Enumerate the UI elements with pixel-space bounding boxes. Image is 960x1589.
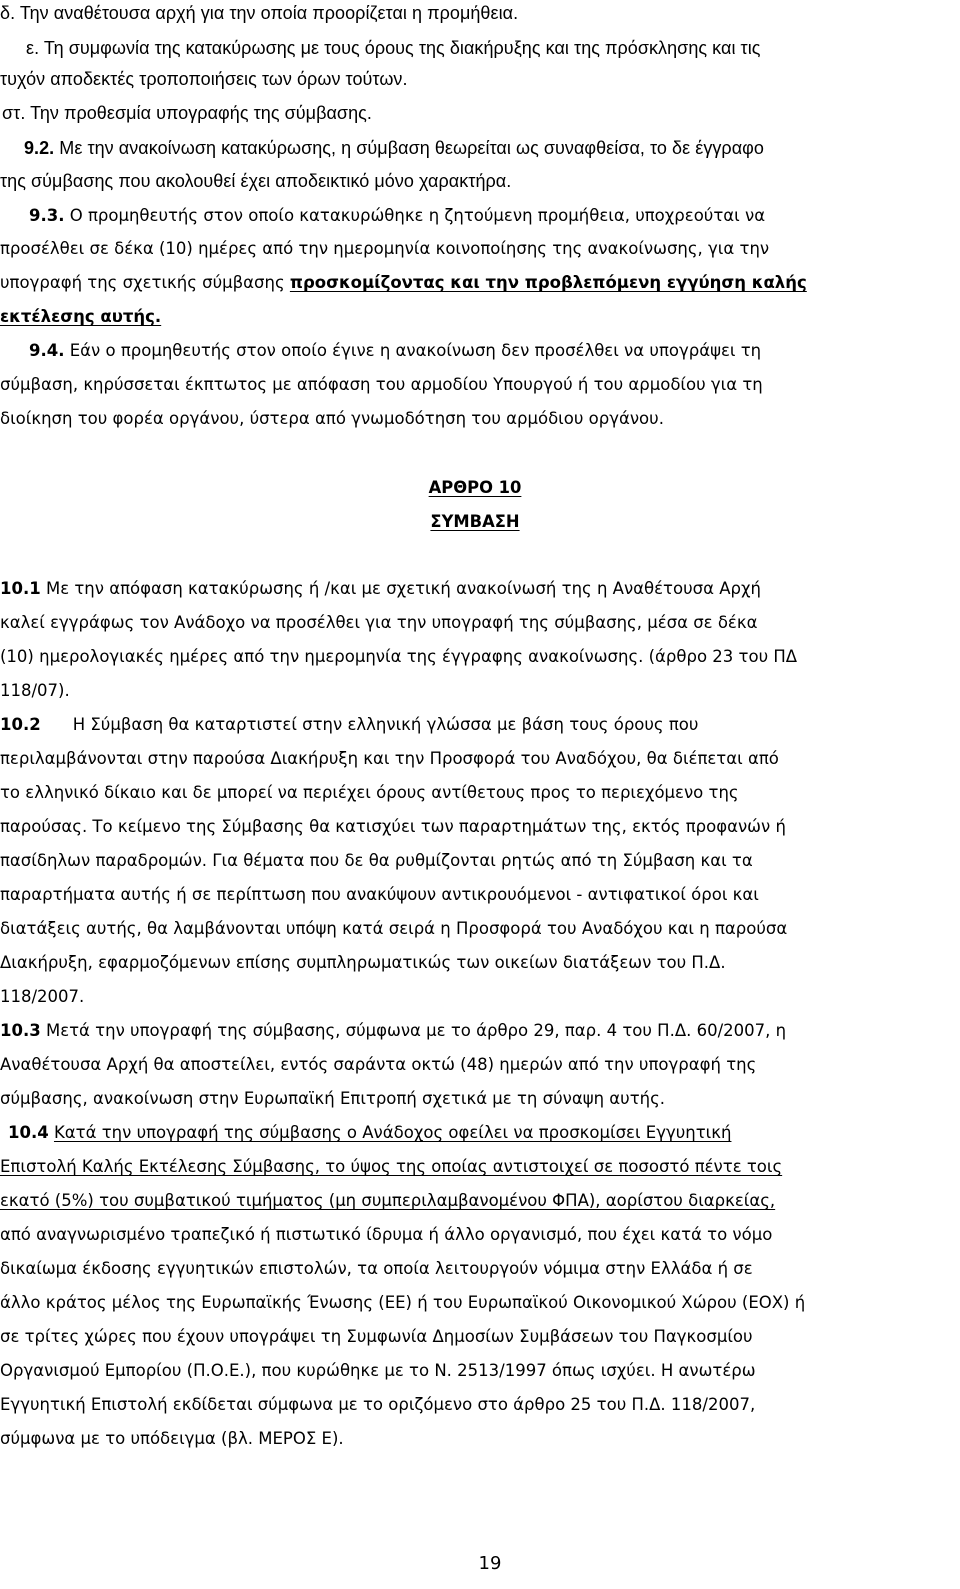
- article-heading: ΑΡΘΡΟ 10: [428, 478, 522, 497]
- paragraph-9-2-line1: [24, 137, 764, 159]
- paragraph-10-4-line4: από αναγνωρισμένο τραπεζικό ή πιστωτικό ίδρυμα ή άλλο οργανισμό, που έχει κατά το νόμο: [0, 1225, 773, 1244]
- item-e-line1: ε. Τη συμφωνία της κατακύρωσης με τους όρους της διακήρυξης και της πρόσκλησης και τις: [26, 38, 761, 58]
- paragraph-9-3-line2: προσέλθει σε δέκα (10) ημέρες από την ημερομηνία κοινοποίησης της ανακοίνωσης, για την: [0, 239, 770, 258]
- paragraph-10-2-line3: το ελληνικό δίκαιο και δε μπορεί να περιέχει όρους αντίθετους προς το περιεχόμενο της: [0, 783, 739, 802]
- paragraph-number: 10.3: [0, 1021, 41, 1040]
- item-d: δ. Την αναθέτουσα αρχή για την οποία προορίζεται η προμήθεια.: [0, 3, 519, 23]
- paragraph-9-2-line2: της σύμβασης που ακολουθεί έχει αποδεικτικό μόνο χαρακτήρα.: [0, 171, 512, 191]
- paragraph-10-2-line2: περιλαμβάνονται στην παρούσα Διακήρυξη και την Προσφορά του Αναδόχου, θα διέπεται από: [0, 749, 779, 768]
- paragraph-9-3-line4: εκτέλεσης αυτής.: [0, 307, 162, 326]
- paragraph-10-4-line7: σε τρίτες χώρες που έχουν υπογράψει τη Συμφωνία Δημοσίων Συμβάσεων του Παγκοσμίου: [0, 1327, 753, 1346]
- paragraph-10-4-line9: Εγγυητική Επιστολή εκδίδεται σύμφωνα με το οριζόμενο στο άρθρο 25 του Π.Δ. 118/2007,: [0, 1395, 756, 1414]
- paragraph-number: 9.4.: [29, 341, 65, 360]
- paragraph-9-4-line2: σύμβαση, κηρύσσεται έκπτωτος με απόφαση του αρμοδίου Υπουργού ή του αρμοδίου για τη: [0, 375, 763, 394]
- paragraph-10-1-line3: (10) ημερολογιακές ημέρες από την ημερομηνία της έγγραφης ανακοίνωσης. (άρθρο 23 του ΠΔ: [0, 647, 798, 666]
- paragraph-10-4-line6: άλλο κράτος μέλος της Ευρωπαϊκής Ένωσης (ΕΕ) ή του Ευρωπαϊκού Οικονομικού Χώρου (ΕΟΧ) ή: [0, 1293, 806, 1312]
- paragraph-10-2-line1: [0, 714, 698, 736]
- paragraph-text: Με την απόφαση κατακύρωσης ή /και με σχετική ανακοίνωσή της η Αναθέτουσα Αρχή: [40, 579, 761, 598]
- paragraph-number: 10.1: [0, 579, 41, 598]
- paragraph-number: 9.3.: [29, 206, 65, 225]
- article-subheading: ΣΥΜΒΑΣΗ: [430, 512, 520, 531]
- paragraph-10-4-line1: [8, 1122, 731, 1144]
- paragraph-text: υπογραφή της σχετικής σύμβασης: [0, 273, 290, 292]
- paragraph-10-4-line5: δικαίωμα έκδοσης εγγυητικών επιστολών, τα οποία λειτουργούν νόμιμα στην Ελλάδα ή σε: [0, 1259, 753, 1278]
- item-st: στ. Την προθεσμία υπογραφής της σύμβασης.: [2, 103, 372, 123]
- paragraph-10-1-line2: καλεί εγγράφως τον Ανάδοχο να προσέλθει για την υπογραφή της σύμβασης, μέσα σε δέκα: [0, 613, 758, 632]
- paragraph-number: 10.4: [8, 1123, 49, 1142]
- paragraph-text: Μετά την υπογραφή της σύμβασης, σύμφωνα με το άρθρο 29, παρ. 4 του Π.Δ. 60/2007, η: [40, 1021, 787, 1040]
- paragraph-10-2-line7: διατάξεις αυτής, θα λαμβάνονται υπόψη κατά σειρά η Προσφορά του Αναδόχου και η παρούσα: [0, 919, 788, 938]
- paragraph-10-3-line2: Αναθέτουσα Αρχή θα αποστείλει, εντός σαράντα οκτώ (48) ημερών από την υπογραφή της: [0, 1055, 757, 1074]
- paragraph-10-4-line2: Επιστολή Καλής Εκτέλεσης Σύμβασης, το ύψος της οποίας αντιστοιχεί σε ποσοστό πέντε τοις: [0, 1157, 783, 1176]
- paragraph-text: Εάν ο προμηθευτής στον οποίο έγινε η ανακοίνωση δεν προσέλθει να υπογράψει τη: [64, 341, 762, 360]
- paragraph-number: 10.2: [0, 715, 41, 734]
- paragraph-10-3-line3: σύμβασης, ανακοίνωση στην Ευρωπαϊκή Επιτροπή σχετικά με τη σύναψη αυτής.: [0, 1089, 666, 1108]
- paragraph-10-3-line1: [0, 1020, 786, 1042]
- paragraph-10-2-line5: πασίδηλων παραδρομών. Για θέματα που δε θα ρυθμίζονται ρητώς από τη Σύμβαση και τα: [0, 851, 753, 870]
- paragraph-10-4-line8: Οργανισμού Εμπορίου (Π.Ο.Ε.), που κυρώθηκε με το Ν. 2513/1997 όπως ισχύει. Η ανωτέρω: [0, 1361, 756, 1380]
- paragraph-9-3-line3: [0, 272, 807, 294]
- underlined-text: Κατά την υπογραφή της σύμβασης ο Ανάδοχος οφείλει να προσκομίσει Εγγυητική: [53, 1123, 732, 1142]
- paragraph-number: 9.2.: [24, 138, 55, 158]
- paragraph-10-2-line4: παρούσας. Το κείμενο της Σύμβασης θα κατισχύει των παραρτημάτων της, εκτός προφανών ή: [0, 817, 786, 836]
- paragraph-9-4-line1: [29, 340, 761, 362]
- paragraph-10-2-line9: 118/2007.: [0, 987, 85, 1006]
- paragraph-10-1-line1: [0, 578, 761, 600]
- paragraph-10-4-line3: [0, 1190, 775, 1212]
- paragraph-text: Η Σύμβαση θα καταρτιστεί στην ελληνική γλώσσα με βάση τους όρους που: [72, 715, 699, 734]
- underlined-text: εκατό (5%) του συμβατικού τιμήματος (μη συμπεριλαμβανομένου ΦΠΑ), αορίστου διαρκείας,: [0, 1191, 776, 1210]
- paragraph-text: Με την ανακοίνωση κατακύρωσης, η σύμβαση θεωρείται ως συναφθείσα, το δε έγγραφο: [54, 138, 764, 158]
- item-e-line2: τυχόν αποδεκτές τροποποιήσεις των όρων τούτων.: [0, 69, 408, 89]
- page-number: 19: [478, 1553, 502, 1574]
- paragraph-10-4-line10: σύμφωνα με το υπόδειγμα (βλ. ΜΕΡΟΣ Ε).: [0, 1429, 344, 1448]
- paragraph-10-1-line4: 118/07).: [0, 681, 70, 700]
- paragraph-10-2-line6: παραρτήματα αυτής ή σε περίπτωση που ανακύψουν αντικρουόμενοι - αντιφατικοί όροι και: [0, 885, 759, 904]
- emphasis-text: προσκομίζοντας και την προβλεπόμενη εγγύηση καλής: [289, 273, 807, 292]
- paragraph-text: Ο προμηθευτής στον οποίο κατακυρώθηκε η ζητούμενη προμήθεια, υποχρεούται να: [64, 206, 766, 225]
- paragraph-10-2-line8: Διακήρυξη, εφαρμοζόμενων επίσης συμπληρωματικώς των οικείων διατάξεων του Π.Δ.: [0, 953, 726, 972]
- paragraph-9-3-line1: [29, 205, 765, 227]
- paragraph-9-4-line3: διοίκηση του φορέα οργάνου, ύστερα από γνωμοδότηση του αρμόδιου οργάνου.: [0, 409, 664, 428]
